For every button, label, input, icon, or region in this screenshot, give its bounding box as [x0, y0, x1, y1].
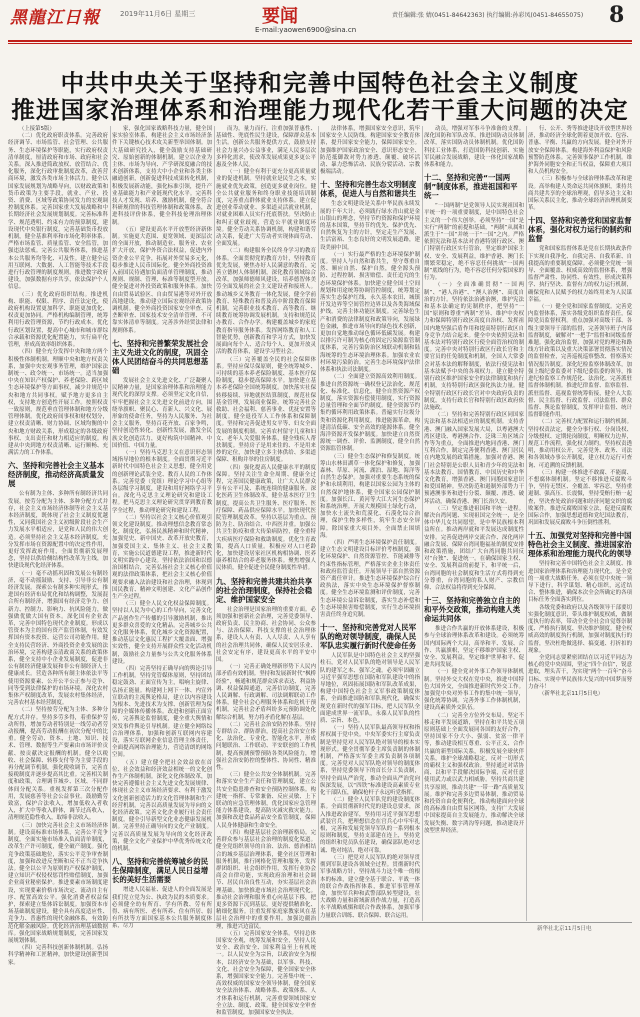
paragraph: （四）完善科技创新体制机制。弘扬科学精神和工匠精神，加快建设创新型国家。: [8, 945, 108, 966]
paragraph: 生态文明建设是关系中华民族永续发展的千年大计。必须践行绿水青山就是金山银山的理念，坚持节约资源和保护环境的基本国策，坚持节约优先、保护优先、自然恢复为主的方针，坚定走生产发展、生活富裕、生态良好的文明发展道路，建设美丽中国。: [320, 201, 420, 251]
paragraph: （一）健全党和国家监督制度。完善党内监督体系，落实各级党组织监督责任，保障党员监督权利。重点加强对高级干部、各级主要领导干部的监督，完善领导班子内部监督制度，破解对“一把手”监督和同级监督难题。强化政治监督，加强对党的理论和路线方针政策以及重大决策部署贯彻落实情况的监督检查，完善巡视巡察整改、督察落实情况报告制度。深化纪检监察体制改革，加强上级纪委监委对下级纪委监委的领导，推进纪检监察工作规范化、法治化。完善派驻监督体制机制。推进纪律监督、监察监督、派驻监督、巡视监督统筹衔接，健全人大监督、民主监督、行政监督、司法监督、群众监督、舆论监督制度，发挥审计监督、统计监督职能作用。: [528, 304, 632, 419]
section-heading: 七、坚持和完善繁荣发展社会主义先进文化的制度，巩固全体人民团结奋斗的共同思想基础: [112, 338, 209, 375]
paragraph: （二）全面建立资源高效利用制度。推进自然资源统一确权登记法治化、规范化、标准化、信息化，健全自然资源产权制度，落实资源有偿使用制度，实行资源总量管理和全面节约制度。健全资源节约集约循环利用政策体系。普遍实行垃圾分类和资源化利用制度。推进能源革命，构建清洁低碳、安全高效的能源体系。健全海洋资源开发保护制度。加快建立自然资源统一调查、评价、监测制度，健全自然资源监管体制。: [320, 374, 420, 453]
section-heading: 九、坚持和完善共建共治共享的社会治理制度，保持社会稳定、维护国家安全: [216, 576, 313, 604]
paragraph: 坚持和完善中国特色社会主义制度、推进国家治理体系和治理能力现代化，是全党的一项重大战略任务。必须在党中央统一领导下进行，科学谋划、精心组织，远近结合、整体推进，确保本次全会所确定的各项目标任务全面落实到位。: [528, 561, 632, 604]
paragraph: （一）健全党对外事工作领导体制机制。坚持外交大权在党中央，推进中国特色大国外交，全面推进新时代外交工作。加强党中央对外事工作的集中统一领导，强化统筹协调。完善外事工作体制机制，建设高素质外交队伍。: [424, 669, 524, 712]
paragraph: （五）建立健全把社会效益放在首位、社会效益和经济效益相统一的文化创作生产体制机制。深化文化体制改革，加快完善遵循社会主义先进文化发展规律、体现社会主义市场经济要求、有利于激发文化创新创造活力的文化管理体制和生产经营机制。完善以高质量发展为导向的文化经济政策。完善文化企业履行社会责任制度，健全引导新型文化业态健康发展机制。完善坚持正确导向的文化产业制度。完善以高质量发展为导向的文化经济政策，健全文化产业保护中华优秀传统文化的机制。: [112, 759, 212, 853]
paragraph: （四）健全充分发挥中央和地方两个积极性体制机制。理顺中央和地方权责关系，加强中央宏观事务管理，维护国家法制统一、政令统一、市场统一。适当加强中央在知识产权保护、养老保险、跨区域生态环境保护等方面事权，减少并规范中央和地方共同事权。赋予地方更多自主权，支持地方创造性开展工作。按照权责一致原则，规范垂直管理体制和地方分级管理体制。优化政府间事权和财权划分，建立权责清晰、财力协调、区域均衡的中央和地方财政关系，形成稳定的各级政府事权、支出责任和财力相适应的制度。构建从中央到地方权责清晰、运行顺畅、充满活力的工作体系。: [8, 349, 108, 457]
paragraph: （二）健全人民军队党的建设制度体系。全面贯彻新时代党的建设总要求，深入推进政治建军，坚持用习近平强军思想武装官兵，把理想信念在官兵心中牢牢扎根，完善和发展党领导军队的一系列根本原则和制度，坚持支部建在连上，坚持党的组织和党员队伍建设，确保部队绝对忠诚、绝对纯洁、绝对可靠。: [320, 797, 420, 854]
paragraph: （四）强化提高人民健康水平的制度保障。坚持关注生命全周期、健康全过程，完善国民健康政策，让广大人民群众享有公平可及、系统连续的健康服务。深化医药卫生体制改革，健全基本医疗卫生制度，提高公共卫生服务、医疗服务、医疗保障、药品供应保障水平。加快现代医院管理制度改革。坚持以基层为重点、预防为主、防治结合、中西医并重。加强公共卫生防疫和重大传染病防控，健全重特大疾病医疗保险和救助制度。优化生育政策，提高人口质量。积极应对人口老龄化，加快建设居家社区机构相协调、医养康养相结合的养老服务体系。聚焦增强人民体质，健全促进全民健身制度性举措。: [216, 464, 316, 572]
section-heading: 十五、加强党对坚持和完善中国特色社会主义制度、推进国家治理体系和治理能力现代化的领导: [528, 531, 632, 559]
newspaper-logo: 黑龍江日報: [10, 8, 100, 28]
text-column-5: [424, 126, 524, 921]
paragraph: （三）把党对人民军队的绝对领导贯彻到军队建设各领域全过程。贯彻新时代军事战略方针，坚持战斗力这个唯一的根本的标准，建立健全基于联合、平战一体的联合作战指挥体系，推进军事管理革命，加快军兵种和武警部队转型建设，壮大战略力量和新域新质作战力量，打造高水平战略威慑和联合作战体系，加强军事力量联合训练、联合保障、联合运用。: [320, 854, 420, 919]
paragraph: （三）加快完善社会主义市场经济体制。建设高标准市场体系，完善公平竞争制度，全面实施市场准入负面清单制度，改革生产许可制度，健全破产制度。强化竞争政策基础地位，落实公平竞争审查制度，加强和改进反垄断和反不正当竞争执法。健全以公平为原则的产权保护制度，建立知识产权侵权惩罚性赔偿制度，加强企业商业秘密保护。推进要素市场制度建设，实现要素价格市场决定、流动自主有序、配置高效公平。强化消费者权益保护，探索建立集体诉讼制度。加强资本市场基础制度建设，健全具有高度适应性、竞争力、普惠性的现代金融体系，有效防范化解金融风险。优化经济治理基础数据库。强化国家战略规划制度，完善国家发展规划体制。: [8, 822, 108, 944]
paragraph: 社会治理是国家治理的重要方面。必须加强和创新社会治理，完善党委领导、政府负责、民主协商、社会协同、公众参与、法治保障、科技支撑的社会治理体系，建设人人有责、人人尽责、人人享有的社会治理共同体，确保人民安居乐业、社会安定有序，建设更高水平的平安中国。: [216, 606, 316, 664]
dateline-footer: 新华社北京11月5日电: [537, 926, 592, 932]
masthead-rule: [8, 40, 632, 42]
paragraph: （四）构建基层社会治理新格局。完善群众参与基层社会治理的制度化渠道。健全党组织领导的自治、法治、德治相结合的城乡基层治理体系，健全社区管理和服务机制，推行网格化管理和服务，发挥群团组织、社会组织作用，发挥行业协会商会自律功能，实现政府治理和社会调节、居民自治良性互动，夯实基层社会治理基础。加快推进市域社会治理现代化。推动社会治理和服务重心向基层下移，把更多资源下沉到基层，更好提供精准化、精细化服务。注重发挥家庭家教家风在基层社会治理中的重要作用。加强边疆治理，推进兴边富民。: [216, 829, 316, 930]
section-heading: 十、坚持和完善生态文明制度体系，促进人与自然和谐共生: [320, 180, 417, 199]
paragraph: （一）毫不动摇巩固和发展公有制经济，毫不动摇鼓励、支持、引导非公有制经济发展。探索公有制多种实现形式，推进国有经济布局优化和结构调整，发展混合所有制经济，增强国有经济竞争力、创新力、控制力、影响力、抗风险能力，做强做优做大国有资本。深化国有企业改革，完善中国特色现代企业制度。形成以管资本为主的国有资产监管体制，有效发挥国有资本投资、运营公司功能作用。健全支持民营经济、外商投资企业发展的法治环境，完善构建亲清政商关系的政策体系，健全支持中小企业发展制度，促进非公有制经济健康发展和非公有制经济人士健康成长。营造各种所有制主体依法平等使用资源要素、公开公平公正参与竞争、同等受到法律保护的市场环境。深化农村集体产权制度改革，发展农村集体经济，完善农村基本经营制度。: [8, 570, 108, 707]
paragraph: （三）完善覆盖全民的社会保障体系。坚持应保尽保原则，健全统筹城乡、可持续的基本养老保险制度、基本医疗保险制度，稳步提高保障水平。加快建立基本养老保险全国统筹制度。加快落实社保转移接续、异地就医结算制度，规范社保基金管理，发展商业保险。统筹完善社会救助、社会福利、慈善事业、优抚安置等制度。健全退役军人工作体系和保障制度。坚持和完善促进男女平等、妇女全面发展的制度机制。完善农村留守儿童和妇女、老年人关爱服务体系，健全残疾人帮扶制度。坚持房子是用来住的、不是用来炒的定位，加快建立多主体供给、多渠道保障、租购并举的住房制度。: [216, 356, 316, 464]
paragraph: 各级党委和政府以及各级领导干部要切实强化制度意识，带头维护制度权威，做制度执行的表率，带动全党全社会自觉尊崇制度、严格执行制度、坚决维护制度。健全权威高效的制度执行机制，加强对制度执行的监督，坚决杜绝做选择、搞变通、打折扣的现象。: [528, 604, 632, 654]
headline-line-2: 推进国家治理体系和治理能力现代化若干重大问题的决定: [11, 96, 629, 124]
paragraph: 发展社会主义先进文化、广泛凝聚人民精神力量，是国家治理体系和治理能力现代化的深厚支撑。必须坚定文化自信，牢牢把握社会主义先进文化前进方向，围绕举旗帜、聚民心、育新人、兴文化、展形象的使命任务，坚持为人民服务、为社会主义服务，坚持百花齐放、百家争鸣，坚持创造性转化、创新性发展，激发全民族文化创造活力，更好构筑中国精神、中国价值、中国力量。: [112, 377, 212, 449]
paragraph: （二）坚持和完善特别行政区同国家宪法和基本法相适应的制度机制。支持香港、澳门融入国家发展大局，以粤港澳大湾区建设、粤港澳合作、泛珠三角区域合作等为重点，全面推进内地同香港、澳门互利合作，制定完善便利香港、澳门居民在内地发展的政策措施。加强对香港、澳门社会特别是公职人员和青少年的宪法和基本法教育、国情教育、中国历史和中华文化教育，增强香港、澳门同胞国家意识和爱国精神。坚决防范和遏制外部势力干预港澳事务和进行分裂、颠覆、渗透、破坏活动，确保香港、澳门长治久安。: [424, 412, 524, 505]
article-body: [8, 126, 632, 1016]
section-heading: 八、坚持和完善统筹城乡的民生保障制度，满足人民日益增长的美好生活需要: [112, 857, 209, 885]
paragraph: （三）健全公共安全体制机制。完善和落实安全生产责任和管理制度，建立公共安全隐患排查和安全预防控制体系。构建统一指挥、专常兼备、反应灵敏、上下联动的应急管理体制，优化国家应急管理能力体系建设，提高防灾减灾救灾能力。加强和改进食品药品安全监管制度，保障人民身体健康和生命安全。: [216, 772, 316, 829]
paragraph: （三）健全人民文化权益保障制度。坚持以人民为中心的工作导向，完善文化产品创作生产传播的引导激励机制，推出更多群众喜爱的文化精品。完善城乡公共文化服务体系，优化城乡文化资源配置，推动基层文化惠民工程扩大覆盖面、增强实效性，健全支持开展群众性文化活动机制，鼓励社会力量参与公共文化服务体系建设。: [112, 601, 212, 665]
paragraph: 党和国家监督体系是党在长期执政条件下实现自我净化、自我完善、自我革新、自我提高的重要制度保障。必须健全党统一领导、全面覆盖、权威高效的监督体系，增强监督严肃性、协同性、有效性，形成决策科学、执行坚决、监督有力的权力运行机制，确保党和人民赋予的权力始终用来为人民谋幸福。: [528, 246, 632, 303]
paragraph: （一）完善正确处理新形势下人民内部矛盾有效机制。坚持和发展新时代“枫桥经验”，畅通和规范群众诉求表达、利益协调、权益保障通道，完善信访制度，完善人民调解、行政调解、司法调解联动工作体系，健全社会心理服务体系和危机干预机制，完善社会矛盾纠纷多元预防调处化解综合机制，努力将矛盾化解在基层。: [216, 664, 316, 721]
headline-line-1: 中共中央关于坚持和完善中国特色社会主义制度: [60, 69, 580, 97]
paragraph: （三）坚定推进祖国和平统一进程。解决台湾问题、实现祖国完全统一，是全体中华儿女共同愿望，是中华民族根本利益所在。推动两岸就和平发展达成制度性安排。完善促进两岸交流合作、深化两岸融合发展、保障台湾同胞福祉的制度安排和政策措施，团结广大台湾同胞共同反对“台独”、促进统一。在确保国家主权、安全、发展利益的前提下，和平统一后，台湾同胞的社会制度和生活方式将得到充分尊重，台湾同胞的私人财产、宗教信仰、合法权益将得到充分保障。: [424, 505, 524, 591]
paragraph: 家，强化国家战略科技力量，健全国家实验室体系，构建社会主义市场经济条件下关键核心技术攻关新型举国体制。加大基础研究投入，健全鼓励支持基础研究、原始创新的体制机制。建立以企业为主体、市场为导向、产学研深度融合的技术创新体系，支持大中小企业和各类主体融通创新，创新促进科技成果转化机制，积极发展新动能，强化标准引领，提升产业基础能力和产业链现代化水平。完善科技人才发现、培养、激励机制，健全符合科研规律的科技管理体制和政策体系，改进科技评价体系，健全科技伦理治理体制。: [112, 126, 212, 226]
paragraph: 而为，量力而行，注重加强普惠性、基础性、兜底性民生建设，保障群众基本生活。创新公共服务提供方式，鼓励支持社会力量兴办公益事业，满足人民多层次多样化需求，使改革发展成果更多更公平惠及全体人民。: [216, 126, 316, 169]
paragraph: （二）构建服务全民终身学习的教育体系。全面贯彻党的教育方针，坚持教育优先发展，聚焦办好人民满意的教育，完善立德树人体制机制，深化教育领域综合改革，加强师德师风建设，培养德智体美劳全面发展的社会主义建设者和接班人。推动城乡义务教育一体化发展，健全学前教育、特殊教育和普及高中阶段教育保障机制。完善职业技术教育、高等教育、继续教育统筹协调发展机制。支持和规范民办教育、合作办学。构建覆盖城乡的家庭教育指导服务体系。发挥网络教育和人工智能优势，创新教育和学习方式，加快发展面向每个人、适合每个人、更加开放灵活的教育体系，建设学习型社会。: [216, 248, 316, 356]
paragraph: （一）坚持人民军队最高领导权和指挥权属于党中央。中央军委实行主席负责制是坚持党对人民军队绝对领导的根本实现形式。健全贯彻军委主席负责制的体制机制，严格落实军委主席负责制各项制度。完善党对人民军队绝对领导的制度体系，坚持党委领导下的首长分工负责制，坚持全面从严治党，推动全面从严治党向纵深发展，以“四铁”标准建设高素质专业化干部队伍，确保枪杆子永远听党指挥。: [320, 725, 420, 797]
paragraph: （二）完善社会治安防控体系。坚持专群结合、群防群治，提高社会治安立体化、法治化、专业化、智能化水平，形成问题联治、工作联动、平安联创的工作机制，提高预测预警预防各类风险能力，增强社会治安防控的整体性、协同性、精准性。: [216, 721, 316, 772]
paragraph: （二）完善权力配置和运行制约机制。坚持权责法定，健全分事行权、分岗设权、分级授权、定期轮岗制度，明晰权力边界，规范工作流程，强化权力制约。坚持权责透明，推动用权公开，完善党务、政务、司法和各领域办事公开制度，建立权力运行可查询、可追溯的反馈机制。: [528, 419, 632, 469]
paragraph: 推进合作共赢的开放体系建设，积极参与全球治理体系改革和建设。必须统筹国内国际两个大局，高举和平、发展、合作、共赢旗帜，坚定不移维护国家主权、安全、发展利益，坚定维护世界和平、促进共同发展。: [424, 626, 524, 669]
paragraph: （新华社北京11月5日电）: [539, 691, 604, 698]
paragraph: 法律体系，增强国家安全意识，筑牢国家安全人民防线。构建国家安全教育体系，提升国家安全能力，保障国家安全。加强维护国家政治安全、意识形态安全、防范抵御敌对势力渗透、颠覆、破坏活动、暴力恐怖活动、民族分裂活动、宗教极端活动。: [320, 126, 420, 176]
paragraph: （二）完善全方位外交布局。坚定不移走和平发展道路，坚持在和平共处五项原则基础上全面发展同各国的友好合作，坚持国家不分大小、强弱、贫富一律平等，推动建设相互尊重、公平正义、合作共赢的新型国际关系，积极发展全球伙伴关系，维护全球战略稳定，反对一切形式的霸权主义和强权政治。坚持通过对话协商、以和平手段解决国际争端，反对任意使用武力或以武力相威胁。坚持共商共建共享原则，推动共建“一带一路”高质量发展。维护和完善多边贸易体制，推动贸易和投资自由化便利化，推动构建面向全球的高标准自由贸易区网络，支持广大发展中国家提高自主发展能力，推动解决全球发展失衡、数字鸿沟等问题，推动建设开放型世界经济。: [424, 712, 524, 834]
paragraph: “一国两制”是党领导人民实现祖国和平统一的一项重要制度，是中国特色社会主义的一个伟大创举。必须坚持“一国”是实行“两制”的前提和基础，“两制”从属和派生于“一国”并统一于“一国”之内。严格依照宪法和基本法对香港特别行政区、澳门特别行政区实行管治，坚定维护国家主权、安全、发展利益，维护香港、澳门长期繁荣稳定，绝不容忍任何挑战“一国两制”底线的行为，绝不容忍任何分裂国家的行为。: [424, 203, 524, 282]
paragraph: （三）构建一体推进不敢腐、不能腐、不想腐体制机制。坚定不移推进反腐败斗争，坚持无禁区、全覆盖、零容忍，坚持重遏制、强高压、长震慑，坚持受贿行贿一起查，坚决查处政治问题和经济问题交织的腐败案件。推进反腐败国家立法，促进反腐败国际合作，加强思想道德和党纪国法教育，巩固和发展反腐败斗争压倒性胜利。: [528, 469, 632, 527]
paragraph: 增进人民福祉、促进人的全面发展是我们党立党为公、执政为民的本质要求。必须健全幼有所育、学有所教、劳有所得、病有所医、老有所养、住有所居、弱有所扶等方面国家基本公共服务制度体系，尽力: [112, 887, 212, 930]
section-title: 要闻: [262, 6, 298, 27]
text-column-2: [112, 126, 212, 930]
paragraph: （上接第5版）: [19, 126, 55, 132]
text-column-6: [528, 126, 632, 921]
paragraph: （一）坚持马克思主义在意识形态领域指导地位的根本制度。全面贯彻习近平新时代中国特色社会主义思想，健全用党的创新理论武装全党、教育人民的工作体系。完善党委（党组）理论学习中心组等各层级学习制度，建设和用好网络学习平台。深化马克思主义理论研究和建设工程。把马克思主义理论研究贯穿到教育教学全过程，推动理论研究和建设工程。: [112, 449, 212, 514]
paragraph: 公有制为主体、多种所有制经济共同发展，按劳分配为主体、多种分配方式并存，社会主义市场经济体制等社会主义基本经济制度，既体现了社会主义制度优越性，又同我国社会主义初级阶段社会生产力发展水平相适应，是党和人民的伟大创造。必须坚持社会主义基本经济制度，充分发挥市场在资源配置中的决定性作用，更好发挥政府作用，全面贯彻新发展理念，坚持以供给侧结构性改革为主线，加快建设现代化经济体系。: [8, 491, 108, 570]
paragraph: （二）坚持以社会主义核心价值观引领文化建设制度。推动理想信念教育常态化、制度化，弘扬民族精神和时代精神，加强党史、新中国史、改革开放史教育，加强爱国主义、集体主义、社会主义教育，实施公民道德建设工程，推进新时代文明实践中心建设。坚持依法治国和以德治国相结合，完善弘扬社会主义核心价值观的法律政策体系，把社会主义核心价值观要求融入法治建设和社会治理，体现到国民教育、精神文明创建、文化产品创作生产全过程。: [112, 514, 212, 600]
section-heading: 十二、坚持和完善“一国两制”制度体系，推进祖国和平统一: [424, 173, 518, 201]
section-heading: 十三、坚持和完善独立自主的和平外交政策，推动构建人类命运共同体: [424, 596, 521, 624]
paragraph: （五）建设更高水平开放型经济新体制。实施更大范围、更宽领域、更深层次的全面开放，推动制造业、服务业、农业扩大开放，保护外资合法权益，促进内外资企业公平竞争，拓展对外贸易多元化，稳步推进人民币国际化。健全外商投资准入前国民待遇加负面清单管理制度，推动规则、规制、管理、标准等制度型开放。健全促进对外投资政策和服务体系。加快自由贸易试验区、自由贸易港等对外开放高地建设。推动建立国际宏观经济政策协调机制。健全外商投资国家安全审查、反垄断审查、国家技术安全清单管理、不可靠实体清单等制度。完善涉外经贸法律和规则体系。: [112, 226, 212, 334]
issue-date: 2019年11月6日 星期三: [120, 10, 196, 18]
paragraph: 全党同志要紧密团结在以习近平同志为核心的党中央周围，坚定“四个自信”，锐意进取，埋头苦干，为实现“两个一百年”奋斗目标、实现中华民族伟大复兴的中国梦而努力奋斗！: [528, 655, 632, 690]
paragraph: （五）完善国家安全体系。坚持总体国家安全观，统筹发展和安全，坚持人民安全、政治安全、国家利益至上有机统一。以人民安全为宗旨，以政治安全为根本，以经济安全为基础，以军事、科技、文化、社会安全为保障，健全国家安全体系，增强国家安全能力。完善集中统一、高效权威的国家安全领导体制，健全国家安全法治体系、战略体系、政策体系、人才体系和运行机制，完善重要领域国家安全立法、制度、政策。健全国家安全审查和监管制度，加强国家安全执法。: [216, 930, 316, 1016]
text-column-4: [320, 126, 420, 921]
paragraph: （四）完善坚持正确导向的舆论引导工作机制。坚持党管媒体原则，坚持团结稳定鼓劲、正面宣传为主，唱响主旋律、弘扬正能量。构建网上网下一体、内宣外宣联动的主流舆论格局，建立以内容建设为根本、先进技术为支撑、创新管理为保障的全媒体传播体系。改进和创新正面宣传，完善舆论监督制度，健全重大舆情和突发事件舆论引导机制。建立健全网络综合治理体系，加强和创新互联网内容建设，落实互联网企业信息管理主体责任，全面提高网络治理能力，营造清朗的网络空间。: [112, 666, 212, 759]
masthead: [0, 0, 640, 40]
footer-rule: [8, 922, 632, 923]
paragraph: （三）健全生态保护和修复制度。统筹山水林田湖草一体化保护和修复，加强森林、草原、河流、湖泊、湿地、海洋等自然生态保护。加强对重要生态系统的保护和永续利用，构建以国家公园为主体的自然保护地体系，健全国家公园保护制度。加强长江、黄河等大江大河生态保护和系统治理。开展大规模国土绿化行动，加快水土流失和荒漠化、石漠化综合治理，保护生物多样性，筑牢生态安全屏障。除国家重大项目外，全面禁止围填海。: [320, 453, 420, 539]
paragraph: 人民军队是中国特色社会主义的坚强柱石，党对人民军队的绝对领导是人民军队的建军之本、强军之魂。必须牢固确立习近平强军思想在国防和军队建设中的指导地位，巩固拓展国防和军队改革成果，构建中国特色社会主义军事政策制度体系，全面推进国防和军队现代化，确保实现党在新时代的强军目标，把人民军队全面建成世界一流军队，永葆人民军队的性质、宗旨、本色。: [320, 653, 420, 725]
section-heading: 十四、坚持和完善党和国家监督体系，强化对权力运行的制约和监督: [528, 216, 632, 244]
paragraph: （三）积极参与全球治理体系改革和建设。高举构建人类命运共同体旗帜，秉持共商共建共享的全球治理观，倡导多边主义和国际关系民主化，推动全球经济治理机制变革。: [528, 176, 632, 212]
paragraph: 行、公开、秀等推进建设开放型世界经济，推动经济全球化朝着更加开放、包容、普惠、平衡、共赢的方向发展。健全对外开放安全保障体系。构建海外利益保护和风险预警防范体系。完善领事保护工作机制。维护海外同胞安全和正当权益，保障重大项目和人员机构安全。: [528, 126, 632, 176]
paragraph: （四）严明生态环境保护责任制度。建立生态文明建设目标评价考核制度，强化环境保护、自然资源管控、节能减排等约束性指标管理，严格落实企业主体责任和政府监管责任。开展领导干部自然资源资产离任审计。推进生态环境保护综合行政执法，落实中央生态环境保护督察制度。健全生态环境监测和评价制度，完善生态环境公益诉讼制度，落实生态补偿和生态环境损害赔偿制度，实行生态环境损害责任终身追究制。: [320, 539, 420, 618]
paragraph: （一）全面准确贯彻“一国两制”、“港人治港”、“澳人治澳”、高度自治的方针。坚持依法治港治澳，维护宪法和基本法确定的宪制秩序，把坚持“一国”原则和尊重“两制”差异、维护中央权力和保障特别行政区高度自治权、发挥祖国内地坚强后盾作用和提高特别行政区自身竞争力结合起来。健全中央依照宪法和基本法对特别行政区行使全面管治权的制度。完善中央对特别行政区行政长官和主要官员的任免制度和机制，全国人大常委会对基本法的解释制度，依法行使宪法和基本法赋予中央的各项权力。建立健全特别行政区维护国家安全的法律制度和执行机制，支持特别行政区强化执法力量。健全特别行政区行政长官对中央政府负责的制度，支持行政长官和特别行政区政府依法施政。: [424, 282, 524, 411]
masthead-rule-thin: [8, 43, 632, 44]
page-number: 8: [609, 2, 625, 28]
section-heading: 十一、坚持和完善党对人民军队的绝对领导制度，确保人民军队忠实履行新时代使命任务: [320, 623, 417, 651]
paragraph: 动员，增强对军事斗争准备的支撑。深化国防和军队改革，推进国防动员体制改革，落实国防动员体制机制。优化国防科技工业体系，打造国防科技创新、实施军民融合发展战略，建设一体化国家战略体系和能力。: [424, 126, 524, 169]
paragraph: （一）健全有利于更充分更高质量就业的促进机制。坚持就业是民生之本，实施就业优先政策，创造更多就业岗位。健全公共就业服务和终身职业技能培训制度，完善重点群体就业支持体系。建立促进创业带动就业、多渠道灵活就业机制，对就业困难人员实行托底帮扶。坚决防止和纠正就业歧视，营造公平就业制度环境。健全劳动关系协调机制，构建和谐劳动关系，促进广大劳动者实现体面劳动、全面发展。: [216, 169, 316, 248]
paragraph: （二）优化政府职责体系。完善政府经济调节、市场监管、社会管理、公共服务、生态环境保护等职能，实行政府权责清单制度，厘清政府和市场、政府和社会关系。深入推进简政放权、放管结合、优化服务，深化行政审批制度改革，改善营商环境，激发各类市场主体活力。健全以国家发展规划为战略导向，以财政政策和货币政策为主要手段，就业、产业、投资、消费、区域等政策协同发力的宏观调控制度体系。完善国家重大发展战略和中长期经济社会发展规划制度。完善标准科学、规范透明、约束有力的预算制度，建设现代中央银行制度，完善基础货币投放机制，健全基准利率和市场化利率体系。严格市场监管、质量监管、安全监管，加强违法惩戒。完善公共服务体系，推进基本公共服务均等化、可及性。建立健全运用互联网、大数据、人工智能等技术手段进行行政管理的制度规则。推进数字政府建设，加强数据有序共享，依法保护个人信息。: [8, 133, 108, 291]
text-column-1: [8, 126, 108, 966]
paragraph: （三）优化政府组织结构。推进机构、职能、权限、程序、责任法定化，使政府机构设置更加科学、职能更加优化、权责更加协同。严格机构编制管理，统筹利用行政管理资源，节约行政成本。优化行政区划设置，提高中心城市和城市群综合承载和资源优化配置能力，实行扁平化管理，形成高效率组织体系。: [8, 291, 108, 349]
section-heading: 六、坚持和完善社会主义基本经济制度，推动经济高质量发展: [8, 461, 105, 489]
paragraph: （一）实行最严格的生态环境保护制度。坚持人与自然和谐共生，坚守尊重自然、顺应自然、保护自然，健全源头预防、过程控制、损害赔偿、责任追究的生态环境保护体系。加快建立健全国土空间规划和用途统筹协调管控制度，统筹划定落实生态保护红线、永久基本农田、城镇开发边界等空间管控边界以及各类海域保护线，完善主体功能区制度。完善绿色生产和消费的法律制度和政策导向，发展绿色金融，推进市场导向的绿色技术创新，更加自觉地推动绿色循环低碳发展。构建以排污许可制为核心的固定污染源监管制度体系，完善污染防治区域联动机制和陆海统筹的生态环境治理体系。加强农业农村环境污染防治。完善生态环境保护法律体系和执法司法制度。: [320, 251, 420, 374]
section-email: E-mail:yaowen6900@sina.cn: [255, 26, 357, 34]
paragraph: （二）坚持按劳分配为主体、多种分配方式并存。坚持多劳多得，着重保护劳动所得，增加劳动者特别是一线劳动者劳动报酬，提高劳动报酬在初次分配中的比重。健全劳动、资本、土地、知识、技术、管理、数据等生产要素由市场评价贡献、按贡献决定报酬的机制。健全以税收、社会保障、转移支付等为主要手段的再分配调节机制，强化税收调节，完善直接税制度并逐步提高其比重。完善相关制度和政策，合理调节城乡、区域、不同群体间分配关系。重视发挥第三次分配作用，发展慈善等社会公益事业。鼓励勤劳致富，保护合法收入，增加低收入者收入，扩大中等收入群体，调节过高收入，清理规范隐性收入，取缔非法收入。: [8, 707, 108, 822]
text-column-3: [216, 126, 316, 1016]
editor-credits: 责任编辑:张 婧(0451-84642363) 执行编辑:孙彩凤(0451-84655075): [392, 12, 584, 19]
